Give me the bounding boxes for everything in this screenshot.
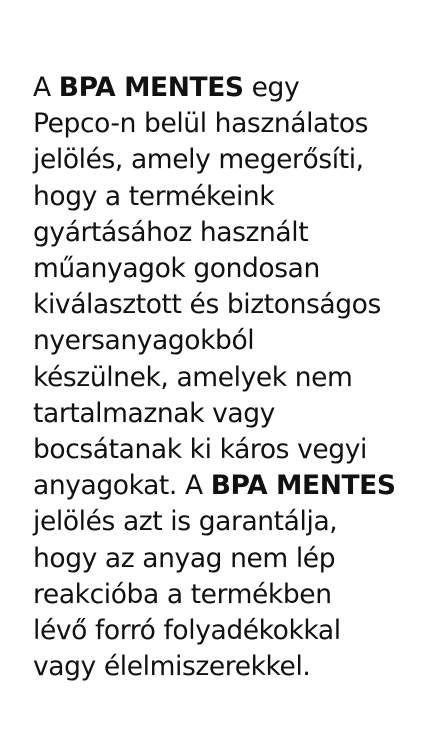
text-line: kiválasztott és biztonságos [33,289,381,321]
text-line: nyersanyagokból [33,325,255,357]
text-line: A BPA MENTES egy [33,72,300,103]
bpa-mentes-emphasis: BPA MENTES [58,72,244,103]
text-line: lévő forró folyadékokkal [33,615,341,647]
text-line: készülnek, amelyek nem [33,361,353,393]
text-line: műanyagok gondosan [33,253,320,285]
text-line: anyagokat. A BPA MENTES [33,470,396,502]
text-line: bocsátanak ki káros vegyi [33,434,367,466]
text-line: vagy élelmiszerekkel. [33,651,311,683]
text-line: hogy a termékeink [33,180,275,212]
text-line: tartalmaznak vagy [33,397,275,429]
bpa-free-description [33,70,408,685]
bpa-mentes-emphasis: BPA MENTES [210,470,396,502]
text-line: jelölés azt is garantálja, [33,506,338,538]
text-line: reakcióba a termékben [33,578,332,610]
text-line: hogy az anyag nem lép [33,542,336,574]
text-line: gyártásához használt [33,216,309,248]
text-line: jelölés, amely megerősíti, [33,144,364,176]
text-line: Pepco-n belül használatos [33,108,369,140]
